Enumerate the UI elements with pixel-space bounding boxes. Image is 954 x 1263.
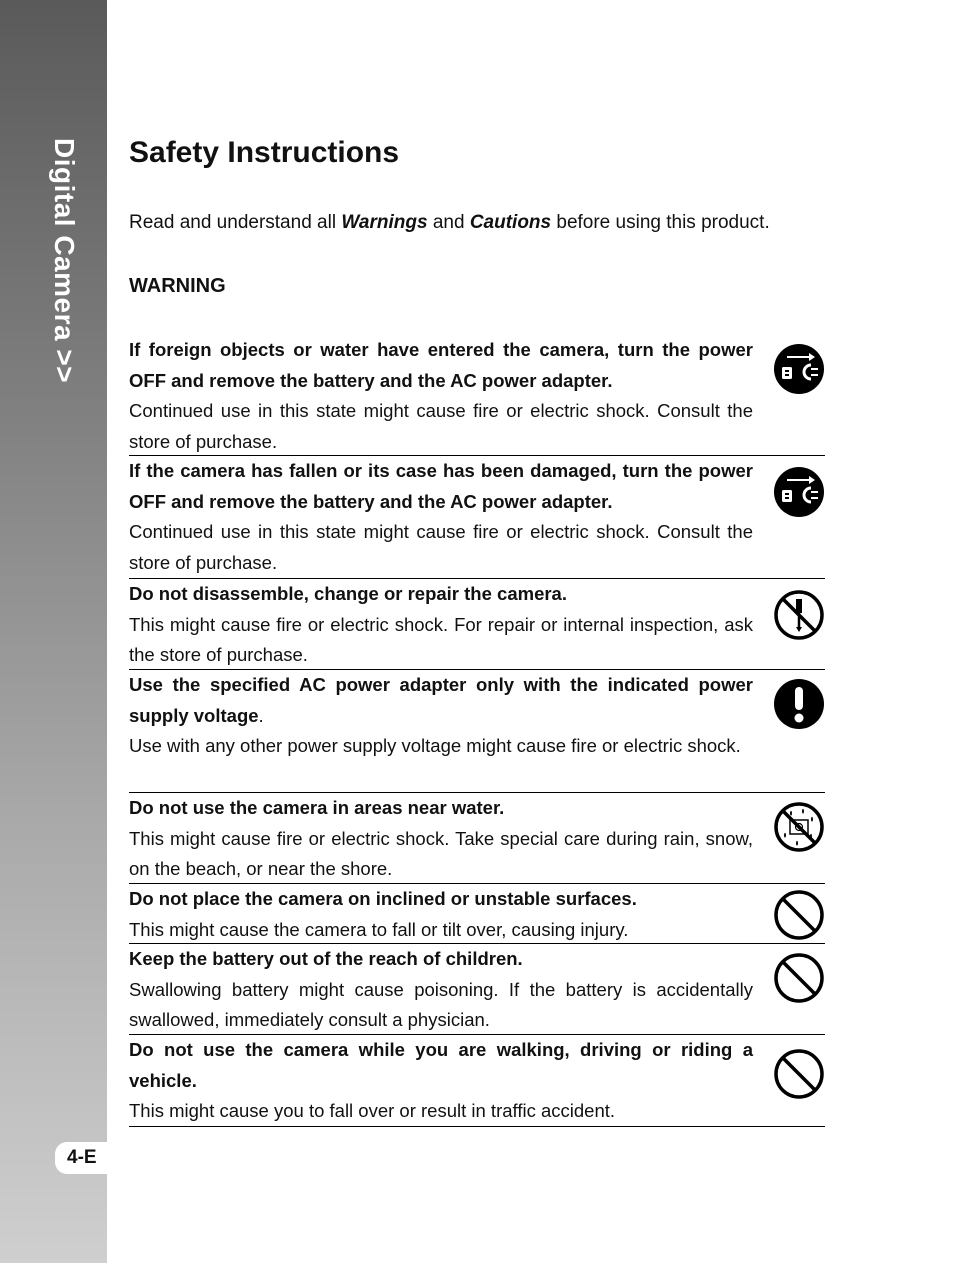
intro-text: Read and understand all Warnings and Cautions before using this product. [129, 212, 770, 233]
item-body: Swallowing battery might cause poisoning. If the battery is accidentally swallowed, immediately consult a physician. [129, 978, 753, 1030]
warning-item [129, 579, 825, 670]
page-title: Safety Instructions [129, 136, 400, 169]
warning-item [129, 1035, 825, 1127]
item-body: Continued use in this state might cause fire or electric shock. Consult the store of purchase. [129, 400, 753, 452]
prohibited-icon [773, 1048, 825, 1100]
warning-item [129, 884, 825, 944]
item-body: This might cause the camera to fall or tilt over, causing injury. [129, 918, 629, 940]
item-heading: Do not disassemble, change or repair the camera. [129, 583, 567, 604]
item-heading: If the camera has fallen or its case has been damaged, turn the power OFF and remove the battery and the AC power adapter. [129, 460, 753, 512]
prohibited-icon [773, 952, 825, 1004]
warning-list [129, 335, 825, 1127]
item-body: This might cause fire or electric shock. Take special care during rain, snow, on the beach, or near the shore. [129, 827, 753, 879]
page-number: 4-E [55, 1142, 107, 1174]
warning-item [129, 793, 825, 884]
prohibited-icon [773, 889, 825, 941]
cautions-emphasis: Cautions [469, 212, 552, 233]
item-heading: Do not place the camera on inclined or unstable surfaces. [129, 888, 637, 909]
no-water-icon [773, 801, 825, 853]
item-heading: Do not use the camera while you are walking, driving or riding a vehicle. [129, 1039, 753, 1091]
unplug-icon [773, 466, 825, 518]
item-heading: Do not use the camera in areas near water. [129, 797, 505, 818]
item-heading: If foreign objects or water have entered the camera, turn the power OFF and remove the battery and the AC power adapter. [129, 339, 753, 391]
item-heading: Keep the battery out of the reach of children. [129, 948, 523, 969]
sidebar-title: Digital Camera >> [49, 138, 80, 384]
no-disassembly-icon [773, 589, 825, 641]
warning-item [129, 335, 825, 456]
item-body: Use with any other power supply voltage might cause fire or electric shock. [129, 735, 741, 756]
item-heading: Use the specified AC power adapter only with the indicated power supply voltage. [129, 674, 753, 726]
unplug-icon [773, 343, 825, 395]
warning-item [129, 944, 825, 1035]
warning-heading: WARNING [129, 275, 226, 297]
sidebar [0, 0, 107, 1263]
item-body: Continued use in this state might cause fire or electric shock. Consult the store of purchase. [129, 521, 753, 573]
item-body: This might cause fire or electric shock. For repair or internal inspection, ask the store of purchase. [129, 613, 753, 665]
item-body: This might cause you to fall over or result in traffic accident. [129, 1100, 616, 1121]
exclamation-icon [773, 678, 825, 730]
warnings-emphasis: Warnings [341, 212, 428, 233]
warning-item [129, 670, 825, 793]
warning-item [129, 456, 825, 579]
